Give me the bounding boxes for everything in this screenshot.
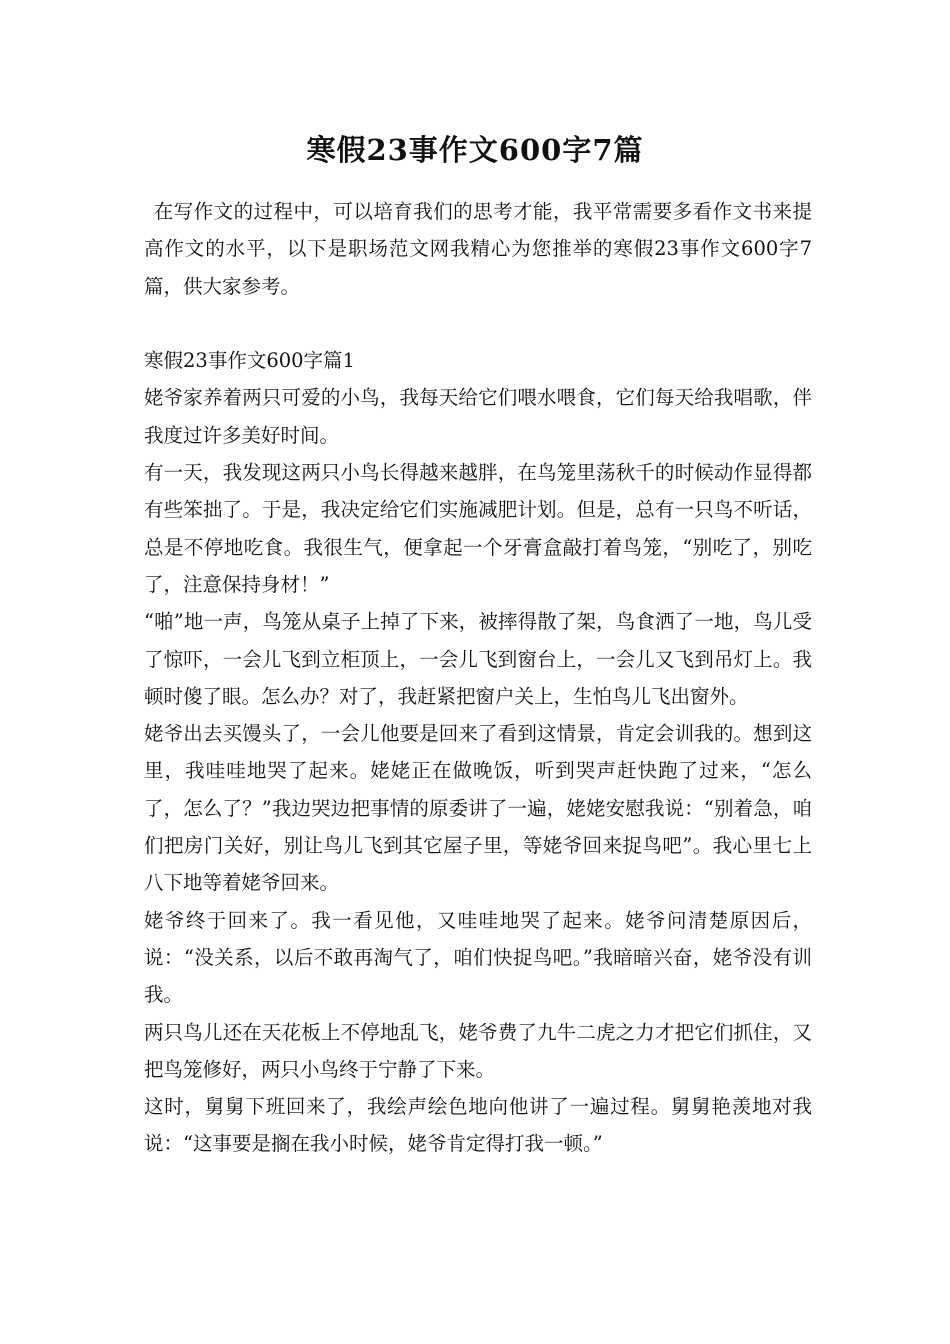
section-heading: 寒假23事作文600字篇1	[144, 349, 355, 373]
body-paragraph-4: 姥爷出去买馒头了，一会儿他要是回来了看到这情景，肯定会训我的。想到这里，我哇哇地哭了起来。姥姥正在做晚饭，听到哭声赶快跑了过来，“怎么了，怎么了？”我边哭边把事情的原委讲了一遍，姥姥安慰我说：“别着急，咱们把房门关好，别让鸟儿飞到其它屋子里，等姥爷回来捉鸟吧”。我心里七上八下地等着姥爷回来。	[144, 722, 812, 895]
body-paragraph-7: 这时，舅舅下班回来了，我绘声绘色地向他讲了一遍过程。舅舅艳羡地对我说：“这事要是搁在我小时候，姥爷肯定得打我一顿。”	[144, 1095, 812, 1156]
body-paragraph-3: “啪”地一声，鸟笼从桌子上掉了下来，被摔得散了架，鸟食洒了一地，鸟儿受了惊吓，一会儿飞到立柜顶上，一会儿飞到窗台上，一会儿又飞到吊灯上。我顿时傻了眼。怎么办？对了，我赶紧把窗户关上，生怕鸟儿飞出窗外。	[144, 610, 812, 708]
paragraph-spacer	[144, 305, 812, 342]
body-paragraph-1: 姥爷家养着两只可爱的小鸟，我每天给它们喂水喂食，它们每天给我唱歌，伴我度过许多美好时间。	[144, 386, 812, 447]
body-paragraph-6: 两只鸟儿还在天花板上不停地乱飞，姥爷费了九牛二虎之力才把它们抓住，又把鸟笼修好，两只小鸟终于宁静了下来。	[144, 1020, 812, 1081]
body-paragraph-5: 姥爷终于回来了。我一看见他，又哇哇地哭了起来。姥爷问清楚原因后，说：“没关系，以后不敢再淘气了，咱们快捉鸟吧。”我暗暗兴奋，姥爷没有训我。	[144, 908, 812, 1007]
document-body	[144, 193, 812, 1163]
document-title: 寒假23事作文600字7篇	[306, 133, 644, 167]
intro-paragraph: 在写作文的过程中，可以培育我们的思考才能，我平常需要多看作文书来提高作文的水平，以下是职场范文网我精心为您推举的寒假23事作文600字7篇，供大家参考。	[144, 200, 812, 298]
body-paragraph-2: 有一天，我发现这两只小鸟长得越来越胖，在鸟笼里荡秋千的时候动作显得都有些笨拙了。于是，我决定给它们实施减肥计划。但是，总有一只鸟不听话，总是不停地吃食。我很生气，便拿起一个牙膏盒敲打着鸟笼，“别吃了，别吃了，注意保持身材！”	[144, 461, 812, 596]
